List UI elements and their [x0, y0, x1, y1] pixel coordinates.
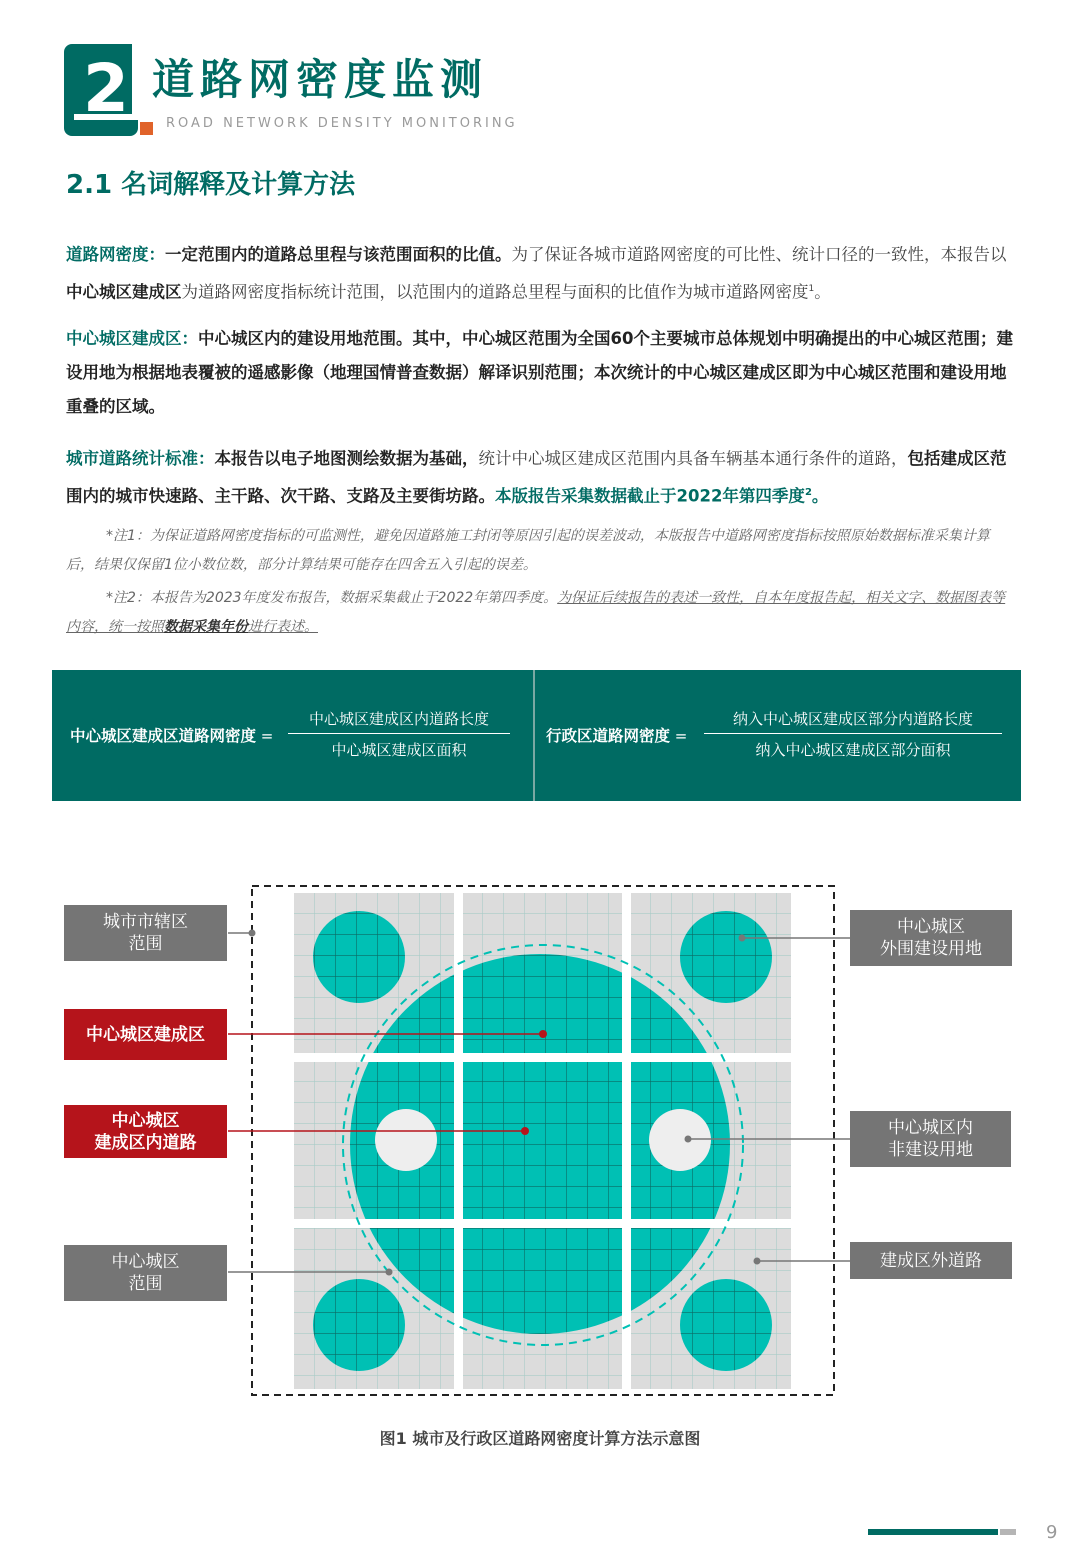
footnote-ref-1: 1: [808, 284, 815, 294]
footer-bar-gray: [1000, 1529, 1016, 1535]
term-road-density: 道路网密度：: [66, 245, 165, 264]
non-construction-left: [375, 1109, 437, 1171]
footnote-ref-2: 2: [804, 487, 812, 498]
label-center-area-line1: 中心城区: [111, 1252, 180, 1272]
label-non-construction-line1: 中心城区内: [888, 1118, 973, 1138]
dot-non-construction: [685, 1136, 692, 1143]
note-2-a: *注2：本报告为2023年度发布报告，数据采集截止于2022年第四季度。: [106, 590, 558, 606]
label-built-up-roads-line1: 中心城区: [111, 1110, 180, 1131]
footer-bar-teal: [868, 1529, 998, 1535]
arterial-road-h1: [294, 1053, 791, 1062]
label-center-area: [64, 1245, 227, 1301]
note-1: *注1：为保证道路网密度指标的可监测性，避免因道路施工封闭等原因引起的误差波动，本版报告中道路网密度指标按照原始数据标准采集计算后，结果仅保留1位小数位数，部分计算结果可能存在四舍五入引起的误差。: [66, 528, 990, 573]
formula-right-label: [546, 724, 687, 746]
non-construction-right: [649, 1109, 711, 1171]
arterial-road-h2: [294, 1219, 791, 1228]
formula-right-numerator: 纳入中心城区建成区部分内道路长度: [732, 710, 973, 728]
dot-roads: [521, 1127, 529, 1135]
section-number-box: [64, 44, 138, 136]
p3-teal: 本版报告采集数据截止于2022年第四季度: [495, 486, 805, 506]
formula-right-fraction-line: [704, 733, 1002, 734]
formula-left-label: [70, 724, 273, 746]
p1-bold2: 中心城区建成区: [66, 282, 182, 302]
formula-left-eq: =: [260, 727, 274, 745]
dot-outside-roads: [754, 1258, 761, 1265]
label-outer-land: [850, 910, 1012, 966]
label-city-jurisdiction: [64, 905, 227, 961]
p1-text1: 为了保证各城市道路网密度的可比性、统计口径的一致性，本报告以: [511, 245, 1007, 264]
paragraph-built-up-area: [66, 322, 1014, 424]
formula-left-numerator: 中心城区建成区内道路长度: [308, 710, 489, 728]
note-2: [66, 584, 1014, 642]
p3-bold: 本报告以电子地图测绘数据为基础，: [214, 449, 479, 468]
label-built-up-roads: [64, 1105, 227, 1158]
built-up-roads: [294, 893, 791, 1389]
p1-end: 。: [814, 282, 831, 302]
dot-center-area: [386, 1269, 393, 1276]
label-non-construction: [850, 1111, 1011, 1167]
dot-jurisdiction: [249, 930, 256, 937]
section-number: 2: [83, 50, 129, 127]
label-outer-land-line1: 中心城区: [897, 917, 965, 937]
note-2-d: 进行表述。: [248, 619, 318, 635]
formula-banner: [52, 670, 1021, 801]
p1-bold: 一定范围内的道路总里程与该范围面积的比值。: [165, 245, 512, 264]
p3-bold2: 包括建成区范围内的城市快速路、主干路、次干路、支路及主要街坊路。: [66, 449, 1007, 506]
paragraph-road-standard: [66, 442, 1014, 514]
formula-left-fraction-line: [288, 733, 510, 734]
label-built-up-roads-line2: 建成区内道路: [94, 1132, 197, 1153]
p3-text: 统计中心城区建成区范围内具备车辆基本通行条件的道路，: [478, 449, 908, 468]
dot-built-up: [539, 1030, 547, 1038]
label-non-construction-line2: 非建设用地: [888, 1140, 973, 1160]
p3-end: 。: [811, 486, 829, 506]
term-built-up-area: 中心城区建成区：: [66, 329, 198, 348]
label-center-area-line2: 范围: [128, 1274, 163, 1294]
figure-caption: 图1 城市及行政区道路网密度计算方法示意图: [379, 1429, 701, 1448]
dot-outer-land: [739, 935, 746, 942]
page-title: 道路网密度监测: [152, 55, 489, 104]
label-city-jurisdiction-line1: 城市市辖区: [103, 912, 188, 932]
paragraph-road-density: [66, 238, 1014, 310]
arterial-road-v2: [622, 893, 631, 1389]
label-outside-roads: 建成区外道路: [850, 1242, 1012, 1279]
orange-accent-square: [140, 122, 153, 135]
note-2-c: 数据采集年份: [164, 619, 248, 635]
label-city-jurisdiction-line2: 范围: [128, 934, 163, 954]
section-title: 2.1 名词解释及计算方法: [66, 170, 356, 200]
formula-right-term: 行政区道路网密度: [546, 727, 671, 745]
page-number: 9: [1046, 1522, 1058, 1543]
p2-bold: 中心城区内的建设用地范围。其中，中心城区范围为全国60个主要城市总体规划中明确提出的中心城区范围；建设用地为根据地表覆被的遥感影像（地理国情普查数据）解译识别范围；本次统计的中心城区建成区即为中心城区范围和建设用地重叠的区域。: [66, 329, 1013, 416]
formula-divider: [533, 670, 535, 801]
page-subtitle: ROAD NETWORK DENSITY MONITORING: [166, 116, 518, 131]
arterial-road-v1: [454, 893, 463, 1389]
formula-right-eq: =: [674, 727, 688, 745]
formula-left-denominator: 中心城区建成区面积: [331, 741, 467, 759]
formula-right-denominator: 纳入中心城区建成区部分面积: [755, 741, 951, 759]
label-built-up-area: 中心城区建成区: [64, 1009, 227, 1060]
term-road-standard: 城市道路统计标准：: [66, 449, 215, 468]
formula-left-term: 中心城区建成区道路网密度: [70, 727, 257, 745]
p1-text2: 为道路网密度指标统计范围，以范围内的道路总里程与面积的比值作为城市道路网密度: [181, 282, 809, 302]
note-2-b: 为保证后续报告的表述一致性，自本年度报告起，相关文字、数据图表等内容，统一按照: [66, 590, 1006, 635]
label-outer-land-line2: 外围建设用地: [880, 939, 982, 959]
